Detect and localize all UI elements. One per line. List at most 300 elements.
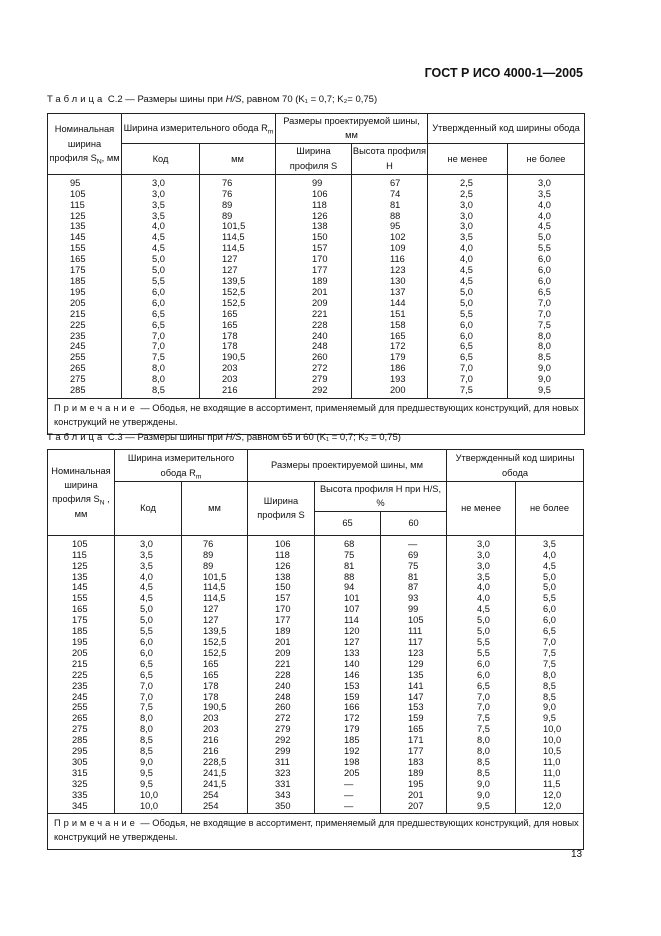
cell-mm: 76 [182,535,248,549]
cell-nominal: 315 [48,768,115,779]
cell-code: 3,5 [115,550,182,561]
cell-nominal: 195 [48,287,122,298]
caption-tail: , равном 70 ( [241,94,299,105]
cell-max: 12,0 [516,790,584,801]
col-code: Код [115,482,182,536]
cell-code: 6,0 [115,648,182,659]
table-row [48,374,585,385]
cell-mm: 152,5 [182,648,248,659]
cell-width: 209 [248,648,315,659]
cell-width: 106 [276,189,352,200]
cell-nominal: 205 [48,648,115,659]
cell-height-65: 127 [315,637,381,648]
cell-code: 4,5 [122,232,200,243]
cell-height-65: 88 [315,572,381,583]
col-min: не менее [428,143,508,174]
table-row [48,724,584,735]
table-c3-body [48,535,584,814]
cell-nominal: 125 [48,211,122,222]
cell-height: 137 [352,287,428,298]
cell-max: 8,5 [508,352,585,363]
cell-mm: 165 [200,320,276,331]
cell-min: 6,0 [447,670,516,681]
cell-height-60: 123 [381,648,447,659]
cell-max: 8,0 [516,670,584,681]
cell-mm: 178 [182,692,248,703]
cell-width: 311 [248,757,315,768]
cell-min: 6,5 [447,681,516,692]
cell-mm: 89 [182,561,248,572]
cell-max: 8,0 [508,341,585,352]
cell-mm: 178 [200,331,276,342]
cell-height-65: 120 [315,626,381,637]
cell-code: 3,0 [122,174,200,188]
cell-width: 138 [248,572,315,583]
cell-max: 6,5 [508,287,585,298]
cell-min: 6,0 [428,331,508,342]
cell-height: 144 [352,298,428,309]
table-row [48,604,584,615]
table-row [48,385,585,398]
cell-max: 5,5 [508,243,585,254]
cell-min: 7,5 [447,713,516,724]
cell-width: 150 [276,232,352,243]
cell-mm: 76 [200,174,276,188]
cell-height: 193 [352,374,428,385]
caption-title: С.2 — Размеры шины при [105,94,226,105]
cell-height-65: 75 [315,550,381,561]
table-row [48,790,584,801]
cell-mm: 190,5 [200,352,276,363]
cell-nominal: 235 [48,331,122,342]
col-max: не более [516,482,584,536]
cell-nominal: 275 [48,724,115,735]
caption-prefix: Таблица [47,432,106,443]
cell-height: 172 [352,341,428,352]
cell-height-60: 189 [381,768,447,779]
cell-height-65: 133 [315,648,381,659]
cell-nominal: 95 [48,174,122,188]
cell-min: 4,5 [428,265,508,276]
table-c3-note: Примечание — Ободья, не входящие в ассортимент, применяемый для предшествующих конструкций, для новых конструкций не утверждены. [48,814,584,850]
cell-code: 6,5 [122,309,200,320]
table-c3-caption [47,432,401,443]
cell-mm: 203 [200,363,276,374]
table-row [48,265,585,276]
table-row [48,572,584,583]
cell-min: 5,0 [447,615,516,626]
cell-height-65: 114 [315,615,381,626]
table-c3 [47,449,584,850]
col-section-width: Ширина профиля S [248,482,315,536]
cell-nominal: 285 [48,385,122,398]
cell-min: 4,0 [447,582,516,593]
cell-min: 4,0 [428,243,508,254]
cell-height: 186 [352,363,428,374]
cell-nominal: 155 [48,593,115,604]
table-row [48,659,584,670]
cell-min: 8,0 [447,746,516,757]
cell-max: 8,0 [508,331,585,342]
cell-width: 350 [248,801,315,814]
cell-height-65: 68 [315,535,381,549]
cell-nominal: 155 [48,243,122,254]
cell-code: 5,0 [122,265,200,276]
cell-min: 3,0 [447,550,516,561]
cell-height: 151 [352,309,428,320]
cell-height: 130 [352,276,428,287]
cell-mm: 152,5 [200,287,276,298]
cell-min: 6,0 [447,659,516,670]
cell-min: 9,0 [447,779,516,790]
cell-max: 3,0 [508,174,585,188]
cell-mm: 127 [200,254,276,265]
cell-code: 5,0 [115,615,182,626]
cell-max: 7,0 [508,298,585,309]
cell-max: 7,0 [508,309,585,320]
cell-code: 4,5 [115,582,182,593]
cell-width: 260 [248,702,315,713]
cell-max: 11,0 [516,757,584,768]
cell-code: 8,0 [122,374,200,385]
cell-max: 5,0 [508,232,585,243]
cell-width: 248 [248,692,315,703]
cell-max: 5,5 [516,593,584,604]
table-row [48,648,584,659]
cell-width: 170 [248,604,315,615]
cell-code: 5,5 [122,276,200,287]
cell-nominal: 265 [48,713,115,724]
cell-nominal: 235 [48,681,115,692]
cell-max: 8,5 [516,692,584,703]
cell-height-65: 81 [315,561,381,572]
cell-nominal: 255 [48,702,115,713]
cell-max: 7,5 [516,659,584,670]
cell-height-60: 135 [381,670,447,681]
cell-mm: 241,5 [182,779,248,790]
cell-height: 95 [352,221,428,232]
cell-max: 9,0 [516,702,584,713]
cell-code: 4,0 [122,221,200,232]
cell-mm: 127 [182,604,248,615]
cell-height-60: 195 [381,779,447,790]
cell-width: 106 [248,535,315,549]
cell-mm: 241,5 [182,768,248,779]
cell-code: 9,5 [115,779,182,790]
table-row [48,637,584,648]
col-code: Код [122,143,200,174]
cell-height: 102 [352,232,428,243]
cell-min: 2,5 [428,174,508,188]
cell-mm: 127 [200,265,276,276]
table-row [48,341,585,352]
table-row [48,211,585,222]
cell-code: 7,5 [122,352,200,363]
col-rim-width: Ширина измерительного обода $R_m$ [122,114,276,144]
cell-width: 248 [276,341,352,352]
cell-mm: 114,5 [200,243,276,254]
cell-code: 3,0 [122,189,200,200]
cell-max: 6,0 [516,615,584,626]
cell-min: 9,5 [447,801,516,814]
caption-hs: H/S [225,94,242,105]
cell-min: 5,5 [428,309,508,320]
cell-height-65: — [315,801,381,814]
cell-mm: 228,5 [182,757,248,768]
cell-max: 5,0 [516,572,584,583]
table-row [48,174,585,188]
cell-nominal: 195 [48,637,115,648]
cell-mm: 203 [182,713,248,724]
cell-min: 7,5 [428,385,508,398]
cell-height-65: 101 [315,593,381,604]
cell-nominal: 185 [48,276,122,287]
cell-height-60: 75 [381,561,447,572]
cell-max: 12,0 [516,801,584,814]
cell-nominal: 185 [48,626,115,637]
col-ratio-60: 60 [381,511,447,535]
cell-nominal: 325 [48,779,115,790]
cell-nominal: 215 [48,659,115,670]
table-row [48,779,584,790]
cell-height-65: 198 [315,757,381,768]
cell-height: 88 [352,211,428,222]
cell-nominal: 145 [48,232,122,243]
cell-code: 8,0 [122,363,200,374]
cell-code: 5,0 [122,254,200,265]
table-row [48,287,585,298]
cell-min: 5,0 [428,298,508,309]
cell-width: 292 [248,735,315,746]
cell-height-65: 192 [315,746,381,757]
cell-nominal: 165 [48,254,122,265]
cell-code: 6,0 [122,287,200,298]
cell-min: 7,5 [447,724,516,735]
cell-min: 3,0 [428,221,508,232]
col-nominal-width: Номинальная ширина профиля $S_N$, мм [48,114,122,175]
cell-max: 9,0 [508,374,585,385]
cell-mm: 165 [182,659,248,670]
cell-max: 3,5 [516,535,584,549]
cell-height-60: 207 [381,801,447,814]
cell-nominal: 175 [48,615,115,626]
cell-width: 126 [276,211,352,222]
col-min: не менее [447,482,516,536]
cell-height-60: 99 [381,604,447,615]
cell-code: 6,5 [122,320,200,331]
col-nominal-width: Номинальная ширина профиля $S_N$ , мм [48,450,115,536]
cell-height-65: 146 [315,670,381,681]
cell-max: 10,0 [516,735,584,746]
table-row [48,561,584,572]
cell-mm: 152,5 [200,298,276,309]
table-row [48,189,585,200]
cell-height: 109 [352,243,428,254]
col-mm: мм [200,143,276,174]
cell-min: 3,0 [428,211,508,222]
cell-height: 123 [352,265,428,276]
table-row [48,735,584,746]
cell-mm: 254 [182,790,248,801]
cell-mm: 114,5 [182,582,248,593]
table-row [48,243,585,254]
cell-nominal: 145 [48,582,115,593]
cell-min: 5,0 [428,287,508,298]
cell-mm: 178 [182,681,248,692]
caption-close: ) [373,94,378,105]
table-row [48,535,584,549]
cell-width: 118 [248,550,315,561]
cell-mm: 216 [182,735,248,746]
table-row [48,200,585,211]
cell-width: 228 [276,320,352,331]
cell-mm: 178 [200,341,276,352]
cell-nominal: 345 [48,801,115,814]
cell-max: 8,5 [516,681,584,692]
cell-width: 157 [276,243,352,254]
cell-max: 9,0 [508,363,585,374]
cell-max: 6,0 [516,604,584,615]
cell-height-60: 147 [381,692,447,703]
cell-max: 6,0 [508,254,585,265]
caption-tail: , равном 65 и 60 ( [241,432,320,443]
cell-height-65: 179 [315,724,381,735]
cell-height: 179 [352,352,428,363]
cell-width: 170 [276,254,352,265]
table-row [48,670,584,681]
cell-width: 240 [276,331,352,342]
cell-width: 189 [248,626,315,637]
cell-mm: 114,5 [182,593,248,604]
cell-code: 9,5 [115,768,182,779]
cell-nominal: 295 [48,746,115,757]
cell-nominal: 125 [48,561,115,572]
cell-width: 272 [248,713,315,724]
table-row [48,363,585,374]
col-approved-code: Утвержденный код ширины обода [428,114,585,144]
cell-code: 6,5 [115,659,182,670]
cell-code: 7,0 [122,331,200,342]
cell-code: 8,0 [115,724,182,735]
cell-height-65: 159 [315,692,381,703]
cell-mm: 139,5 [200,276,276,287]
cell-height-65: 153 [315,681,381,692]
cell-max: 7,0 [516,637,584,648]
cell-min: 3,0 [447,535,516,549]
cell-min: 7,0 [447,692,516,703]
cell-min: 5,0 [447,626,516,637]
cell-height-60: 129 [381,659,447,670]
col-approved-code: Утвержденный код ширины обода [447,450,584,482]
table-row [48,320,585,331]
cell-height-60: — [381,535,447,549]
page-number: 13 [571,849,583,860]
cell-mm: 127 [182,615,248,626]
cell-nominal: 165 [48,604,115,615]
cell-height-65: 140 [315,659,381,670]
cell-width: 279 [248,724,315,735]
col-mm: мм [182,482,248,536]
cell-max: 10,0 [516,724,584,735]
cell-height-60: 171 [381,735,447,746]
cell-mm: 216 [182,746,248,757]
cell-nominal: 265 [48,363,122,374]
caption-title: С.3 — Размеры шины при [105,432,226,443]
cell-code: 3,0 [115,535,182,549]
cell-height: 81 [352,200,428,211]
cell-min: 4,5 [428,276,508,287]
cell-width: 138 [276,221,352,232]
cell-mm: 76 [200,189,276,200]
cell-height-65: 185 [315,735,381,746]
cell-height-65: 94 [315,582,381,593]
cell-code: 10,0 [115,790,182,801]
table-row [48,757,584,768]
cell-max: 6,5 [516,626,584,637]
cell-width: 343 [248,790,315,801]
table-row [48,681,584,692]
col-section-height: Высота профиля H при H/S, % [315,482,447,512]
cell-nominal: 245 [48,341,122,352]
cell-min: 8,0 [447,735,516,746]
table-row [48,582,584,593]
cell-code: 6,0 [115,637,182,648]
cell-min: 4,5 [447,604,516,615]
cell-mm: 190,5 [182,702,248,713]
cell-nominal: 105 [48,189,122,200]
cell-height-60: 177 [381,746,447,757]
cell-width: 331 [248,779,315,790]
cell-min: 4,0 [428,254,508,265]
caption-close: ) [397,432,401,443]
caption-hs: H/S [225,432,242,443]
cell-max: 6,0 [508,276,585,287]
cell-max: 5,0 [516,582,584,593]
cell-code: 8,5 [115,735,182,746]
cell-max: 9,5 [508,385,585,398]
cell-nominal: 205 [48,298,122,309]
cell-width: 299 [248,746,315,757]
cell-width: 118 [276,200,352,211]
cell-mm: 101,5 [200,221,276,232]
cell-code: 4,5 [122,243,200,254]
cell-height: 200 [352,385,428,398]
document-header: ГОСТ Р ИСО 4000-1—2005 [424,66,583,80]
cell-height-60: 93 [381,593,447,604]
cell-height: 67 [352,174,428,188]
cell-min: 3,0 [428,200,508,211]
cell-width: 157 [248,593,315,604]
cell-mm: 165 [182,670,248,681]
table-row [48,626,584,637]
cell-code: 7,0 [122,341,200,352]
cell-min: 6,0 [428,320,508,331]
table-row [48,298,585,309]
table-c2 [47,113,585,435]
cell-height-65: — [315,779,381,790]
table-row [48,550,584,561]
cell-nominal: 335 [48,790,115,801]
cell-height-60: 159 [381,713,447,724]
cell-height: 165 [352,331,428,342]
cell-height-60: 183 [381,757,447,768]
cell-max: 4,0 [508,200,585,211]
cell-max: 4,0 [508,211,585,222]
cell-code: 6,5 [115,670,182,681]
cell-height: 116 [352,254,428,265]
table-c2-note: Примечание — Ободья, не входящие в ассортимент, применяемый для предшествующих конструкций, для новых конструкций не утверждены. [48,398,585,434]
cell-height-60: 69 [381,550,447,561]
